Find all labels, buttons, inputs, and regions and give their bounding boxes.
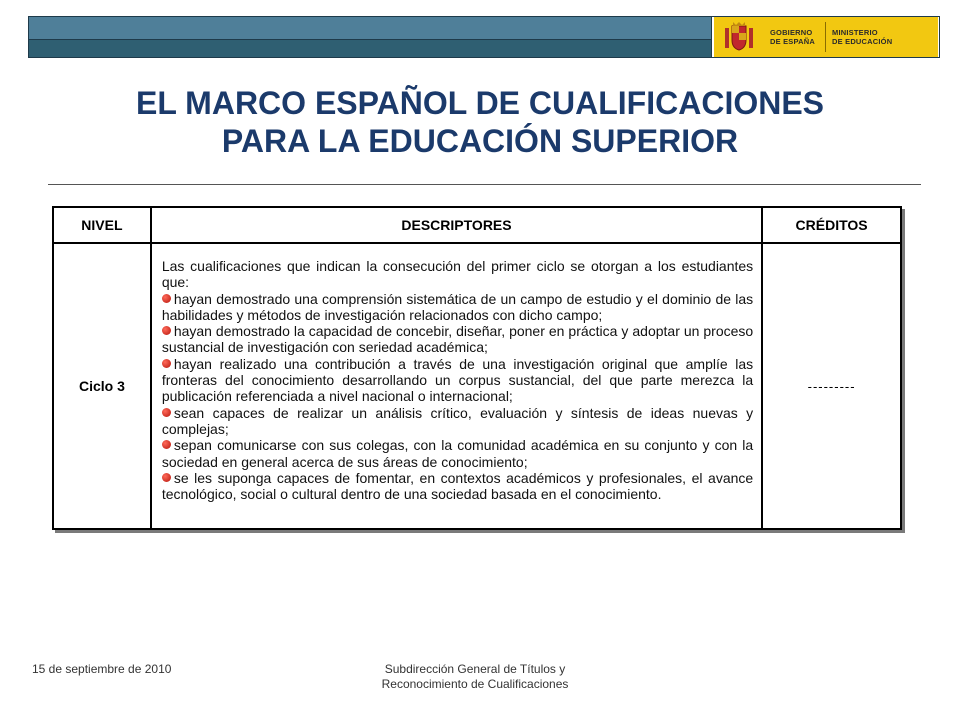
footer-org-line1: Subdirección General de Títulos y: [384, 662, 566, 676]
bullet-text: sean capaces de realizar un análisis crítico, evaluación y síntesis de ideas nuevas y complejas;: [161, 404, 754, 437]
table-row: [53, 243, 901, 529]
gobierno-logo-text: [764, 28, 815, 46]
red-bullet-icon: [162, 440, 171, 449]
header-creditos: CRÉDITOS: [762, 207, 901, 243]
creditos-cell: ---------: [762, 243, 901, 529]
government-logo: [714, 17, 938, 57]
descriptor-bullet: [162, 323, 753, 356]
footer-organization: [360, 662, 590, 692]
descriptores-cell: [151, 243, 762, 529]
header-descriptores: DESCRIPTORES: [151, 207, 762, 243]
descriptor-intro: Las cualificaciones que indican la consecución del primer ciclo se otorgan a los estudiantes que:: [161, 258, 754, 291]
spain-coat-of-arms-icon: [714, 17, 764, 57]
bullet-text: hayan demostrado una comprensión sistemática de un campo de estudio y el dominio de las habilidades y métodos de investigación relacionados con dicho campo;: [161, 290, 754, 323]
slide-title: [40, 84, 920, 160]
header-nivel: NIVEL: [53, 207, 151, 243]
qualifications-table: [52, 206, 902, 530]
header-bar-bottom: [28, 40, 712, 58]
logo-gov-line1: GOBIERNO: [770, 28, 813, 37]
red-bullet-icon: [162, 326, 171, 335]
footer-org-line2: Reconocimiento de Cualificaciones: [381, 677, 569, 691]
ministerio-logo-text: [826, 28, 892, 46]
bullet-text: hayan realizado una contribución a través de una investigación original que amplíe las fronteras del conocimiento desarrollando un corpus sustancial, del que parte merezca la publicación referenciada a nivel nacional o internacional;: [161, 355, 754, 405]
logo-min-line2: DE EDUCACIÓN: [832, 37, 893, 46]
title-line-2: PARA LA EDUCACIÓN SUPERIOR: [221, 123, 739, 159]
bullet-text: sepan comunicarse con sus colegas, con la comunidad académica en su conjunto y con la sociedad en general acerca de sus áreas de conocimiento;: [161, 437, 754, 470]
red-bullet-icon: [162, 408, 171, 417]
red-bullet-icon: [162, 359, 171, 368]
bullet-text: hayan demostrado la capacidad de concebir, diseñar, poner en práctica y adoptar un proceso sustancial de investigación con seriedad académica;: [161, 323, 754, 356]
descriptor-bullet: [162, 470, 753, 503]
descriptor-bullet: [162, 291, 753, 324]
title-line-1: EL MARCO ESPAÑOL DE CUALIFICACIONES: [135, 85, 825, 121]
red-bullet-icon: [162, 473, 171, 482]
descriptor-bullet: [162, 356, 753, 405]
logo-gov-line2: DE ESPAÑA: [770, 37, 816, 46]
bullet-text: se les suponga capaces de fomentar, en contextos académicos y profesionales, el avance tecnológico, social o cultural dentro de una sociedad basada en el conocimiento.: [161, 469, 754, 503]
nivel-cell: Ciclo 3: [53, 243, 151, 529]
footer-date: 15 de septiembre de 2010: [32, 662, 172, 676]
table-header-row: [53, 207, 901, 243]
title-divider: [48, 184, 921, 185]
header-bar-top: [28, 16, 712, 40]
red-bullet-icon: [162, 294, 171, 303]
logo-min-line1: MINISTERIO: [832, 28, 878, 37]
descriptor-bullet: [162, 405, 753, 438]
descriptor-bullet: [162, 437, 753, 470]
